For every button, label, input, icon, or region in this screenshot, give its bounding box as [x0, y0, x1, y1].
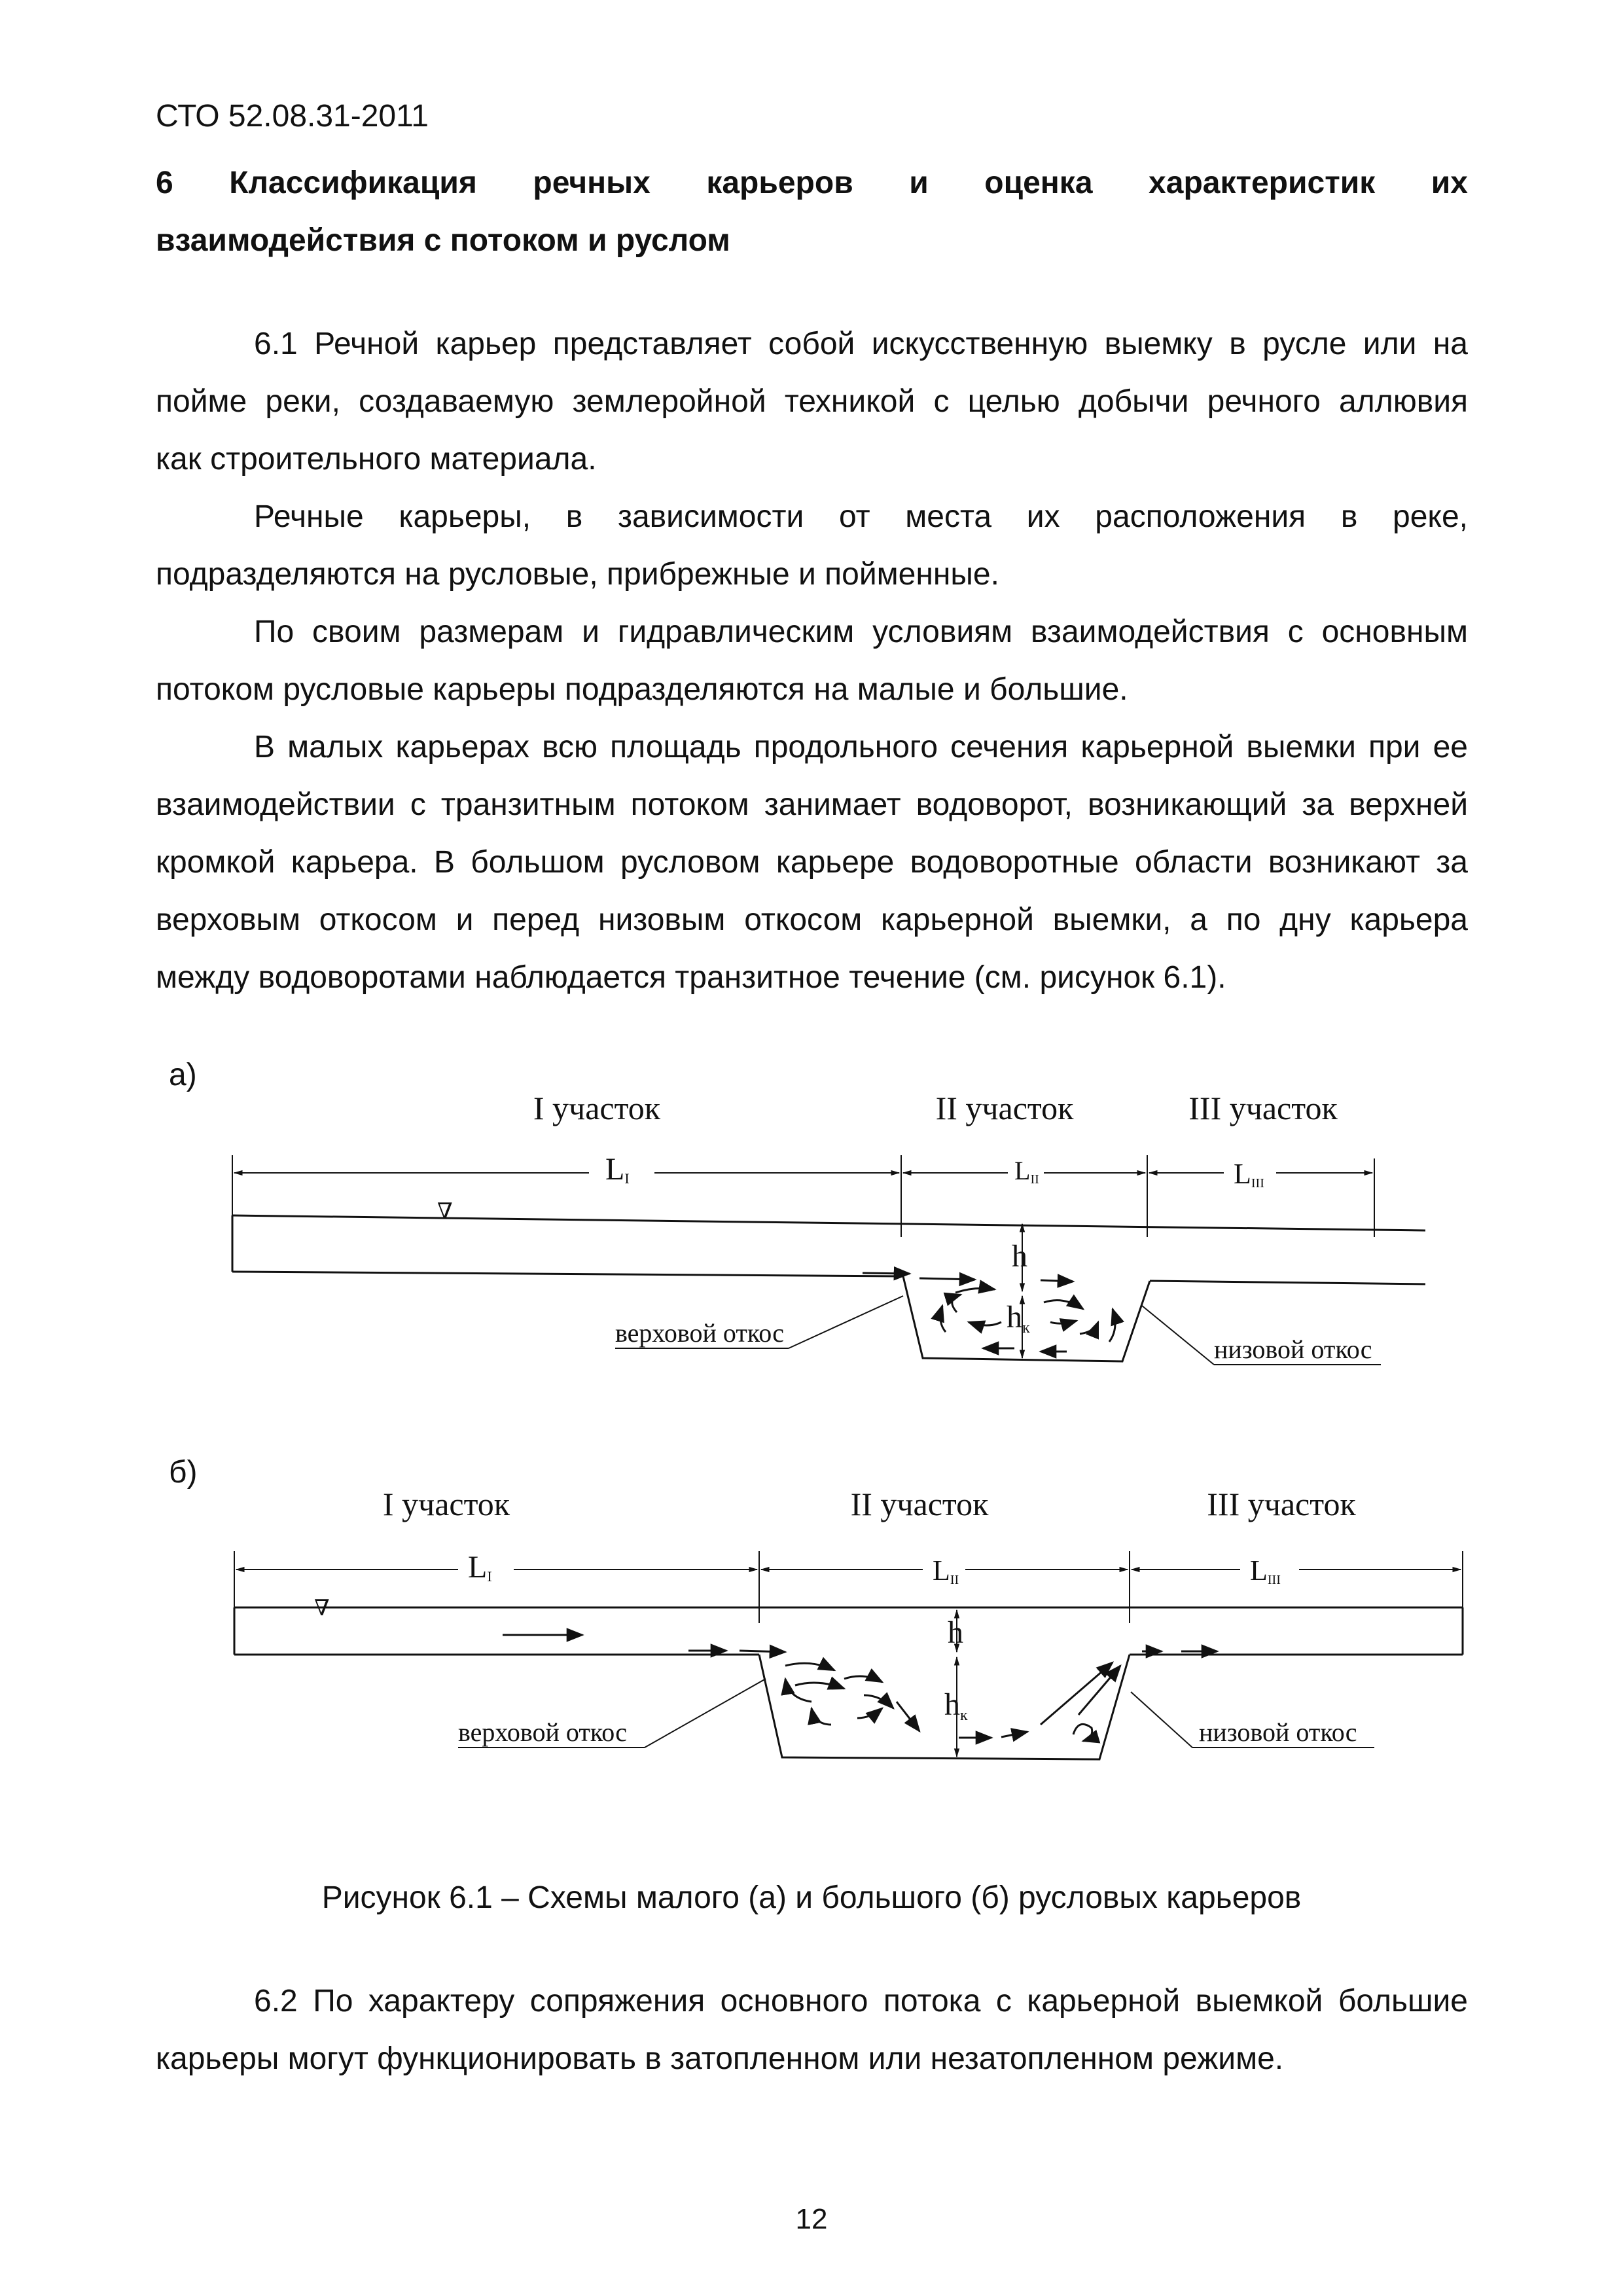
paragraph-small-large-quarries	[156, 719, 1468, 1007]
section-2-label: II участок	[850, 1486, 989, 1522]
paragraph-line: 6.1 Речной карьер представляет собой искусственную выемку в русле или на	[254, 327, 1468, 361]
panel-b	[169, 1455, 1463, 1759]
paragraph-line: 6.2 По характеру сопряжения основного потока с карьерной выемкой большие	[254, 1984, 1468, 2018]
section-3-label: III участок	[1188, 1090, 1338, 1126]
length-3-label: LIII	[1250, 1554, 1281, 1587]
section-1-label: I участок	[382, 1486, 510, 1522]
water-level-symbol: ∇	[437, 1200, 453, 1224]
paragraph-6-1	[156, 315, 1468, 488]
downstream-slope-label-b: низовой откос	[1199, 1717, 1357, 1747]
paragraph-quarry-location	[156, 488, 1468, 603]
pit-depth-label: hк	[944, 1687, 968, 1724]
paragraph-line: потоком русловые карьеры подразделяются на малые и большие.	[156, 672, 1128, 707]
figure-6-1	[0, 1034, 1623, 1859]
title-word: оценка	[984, 166, 1093, 200]
title-word: характеристик	[1149, 166, 1376, 200]
length-1-label: LI	[605, 1152, 630, 1187]
figure-caption: Рисунок 6.1 – Схемы малого (а) и большого (б) русловых карьеров	[321, 1880, 1302, 1915]
paragraph-line: В малых карьерах всю площадь продольного сечения карьерной выемки при ее	[254, 730, 1468, 764]
section-title	[156, 154, 1468, 270]
paragraph-line: взаимодействии с транзитным потоком занимает водоворот, возникающий за верхней	[156, 787, 1468, 822]
pit-depth-label: hк	[1007, 1300, 1030, 1336]
paragraph-line: Речные карьеры, в зависимости от места их расположения в реке,	[254, 499, 1468, 534]
paragraph-line: как строительного материала.	[156, 442, 597, 476]
paragraph-line: пойме реки, создаваемую землеройной техникой с целью добычи речного аллювия	[156, 384, 1468, 419]
paragraph-line: подразделяются на русловые, прибрежные и пойменные.	[156, 557, 999, 592]
title-word: их	[1431, 166, 1468, 200]
upstream-slope-label-b: верховой откос	[458, 1717, 628, 1747]
title-word: и	[909, 166, 929, 200]
paragraph-line: карьеры могут функционировать в затопленном или незатопленном режиме.	[156, 2041, 1284, 2076]
title-word: Классификация	[229, 166, 477, 200]
title-word: карьеров	[706, 166, 853, 200]
section-2-label: II участок	[935, 1090, 1074, 1126]
panel-b-label: б)	[169, 1455, 198, 1490]
title-word: речных	[533, 166, 651, 200]
flow-arrows	[863, 1273, 1115, 1352]
paragraph-line: верховым откосом и перед низовым откосом карьерной выемки, а по дну карьера	[156, 903, 1468, 937]
downstream-slope-label-a: низовой откос	[1214, 1335, 1372, 1364]
paragraph-line: кромкой карьера. В большом русловом карьере водоворотные области возникают за	[156, 845, 1468, 880]
section-1-label: I участок	[533, 1090, 661, 1126]
paragraph-line: между водоворотами наблюдается транзитное течение (см. рисунок 6.1).	[156, 960, 1226, 995]
section-title-line-1	[156, 154, 1468, 212]
panel-a-label: а)	[169, 1058, 197, 1092]
depth-label: h	[948, 1615, 963, 1650]
length-1-label: LI	[468, 1550, 492, 1585]
length-2-label: LII	[1014, 1156, 1039, 1187]
paragraph-quarry-size	[156, 603, 1468, 719]
section-3-label: III участок	[1207, 1486, 1356, 1522]
document-code: СТО 52.08.31-2011	[156, 99, 429, 134]
panel-a	[169, 1058, 1425, 1365]
water-level-symbol: ∇	[314, 1596, 330, 1621]
paragraph-line: По своим размерам и гидравлическим условиям взаимодействия с основным	[254, 615, 1468, 649]
section-title-line-2: взаимодействия с потоком и руслом	[156, 223, 730, 258]
paragraph-6-2	[156, 1973, 1468, 2088]
length-2-label: LII	[933, 1554, 959, 1587]
title-word: 6	[156, 166, 173, 200]
length-3-label: LIII	[1234, 1158, 1264, 1191]
page-number: 12	[795, 2203, 828, 2235]
dimension-lines	[234, 1551, 1463, 1623]
dimension-lines	[232, 1155, 1374, 1237]
upstream-slope-label-a: верховой откос	[615, 1318, 785, 1348]
depth-label: h	[1012, 1239, 1027, 1274]
